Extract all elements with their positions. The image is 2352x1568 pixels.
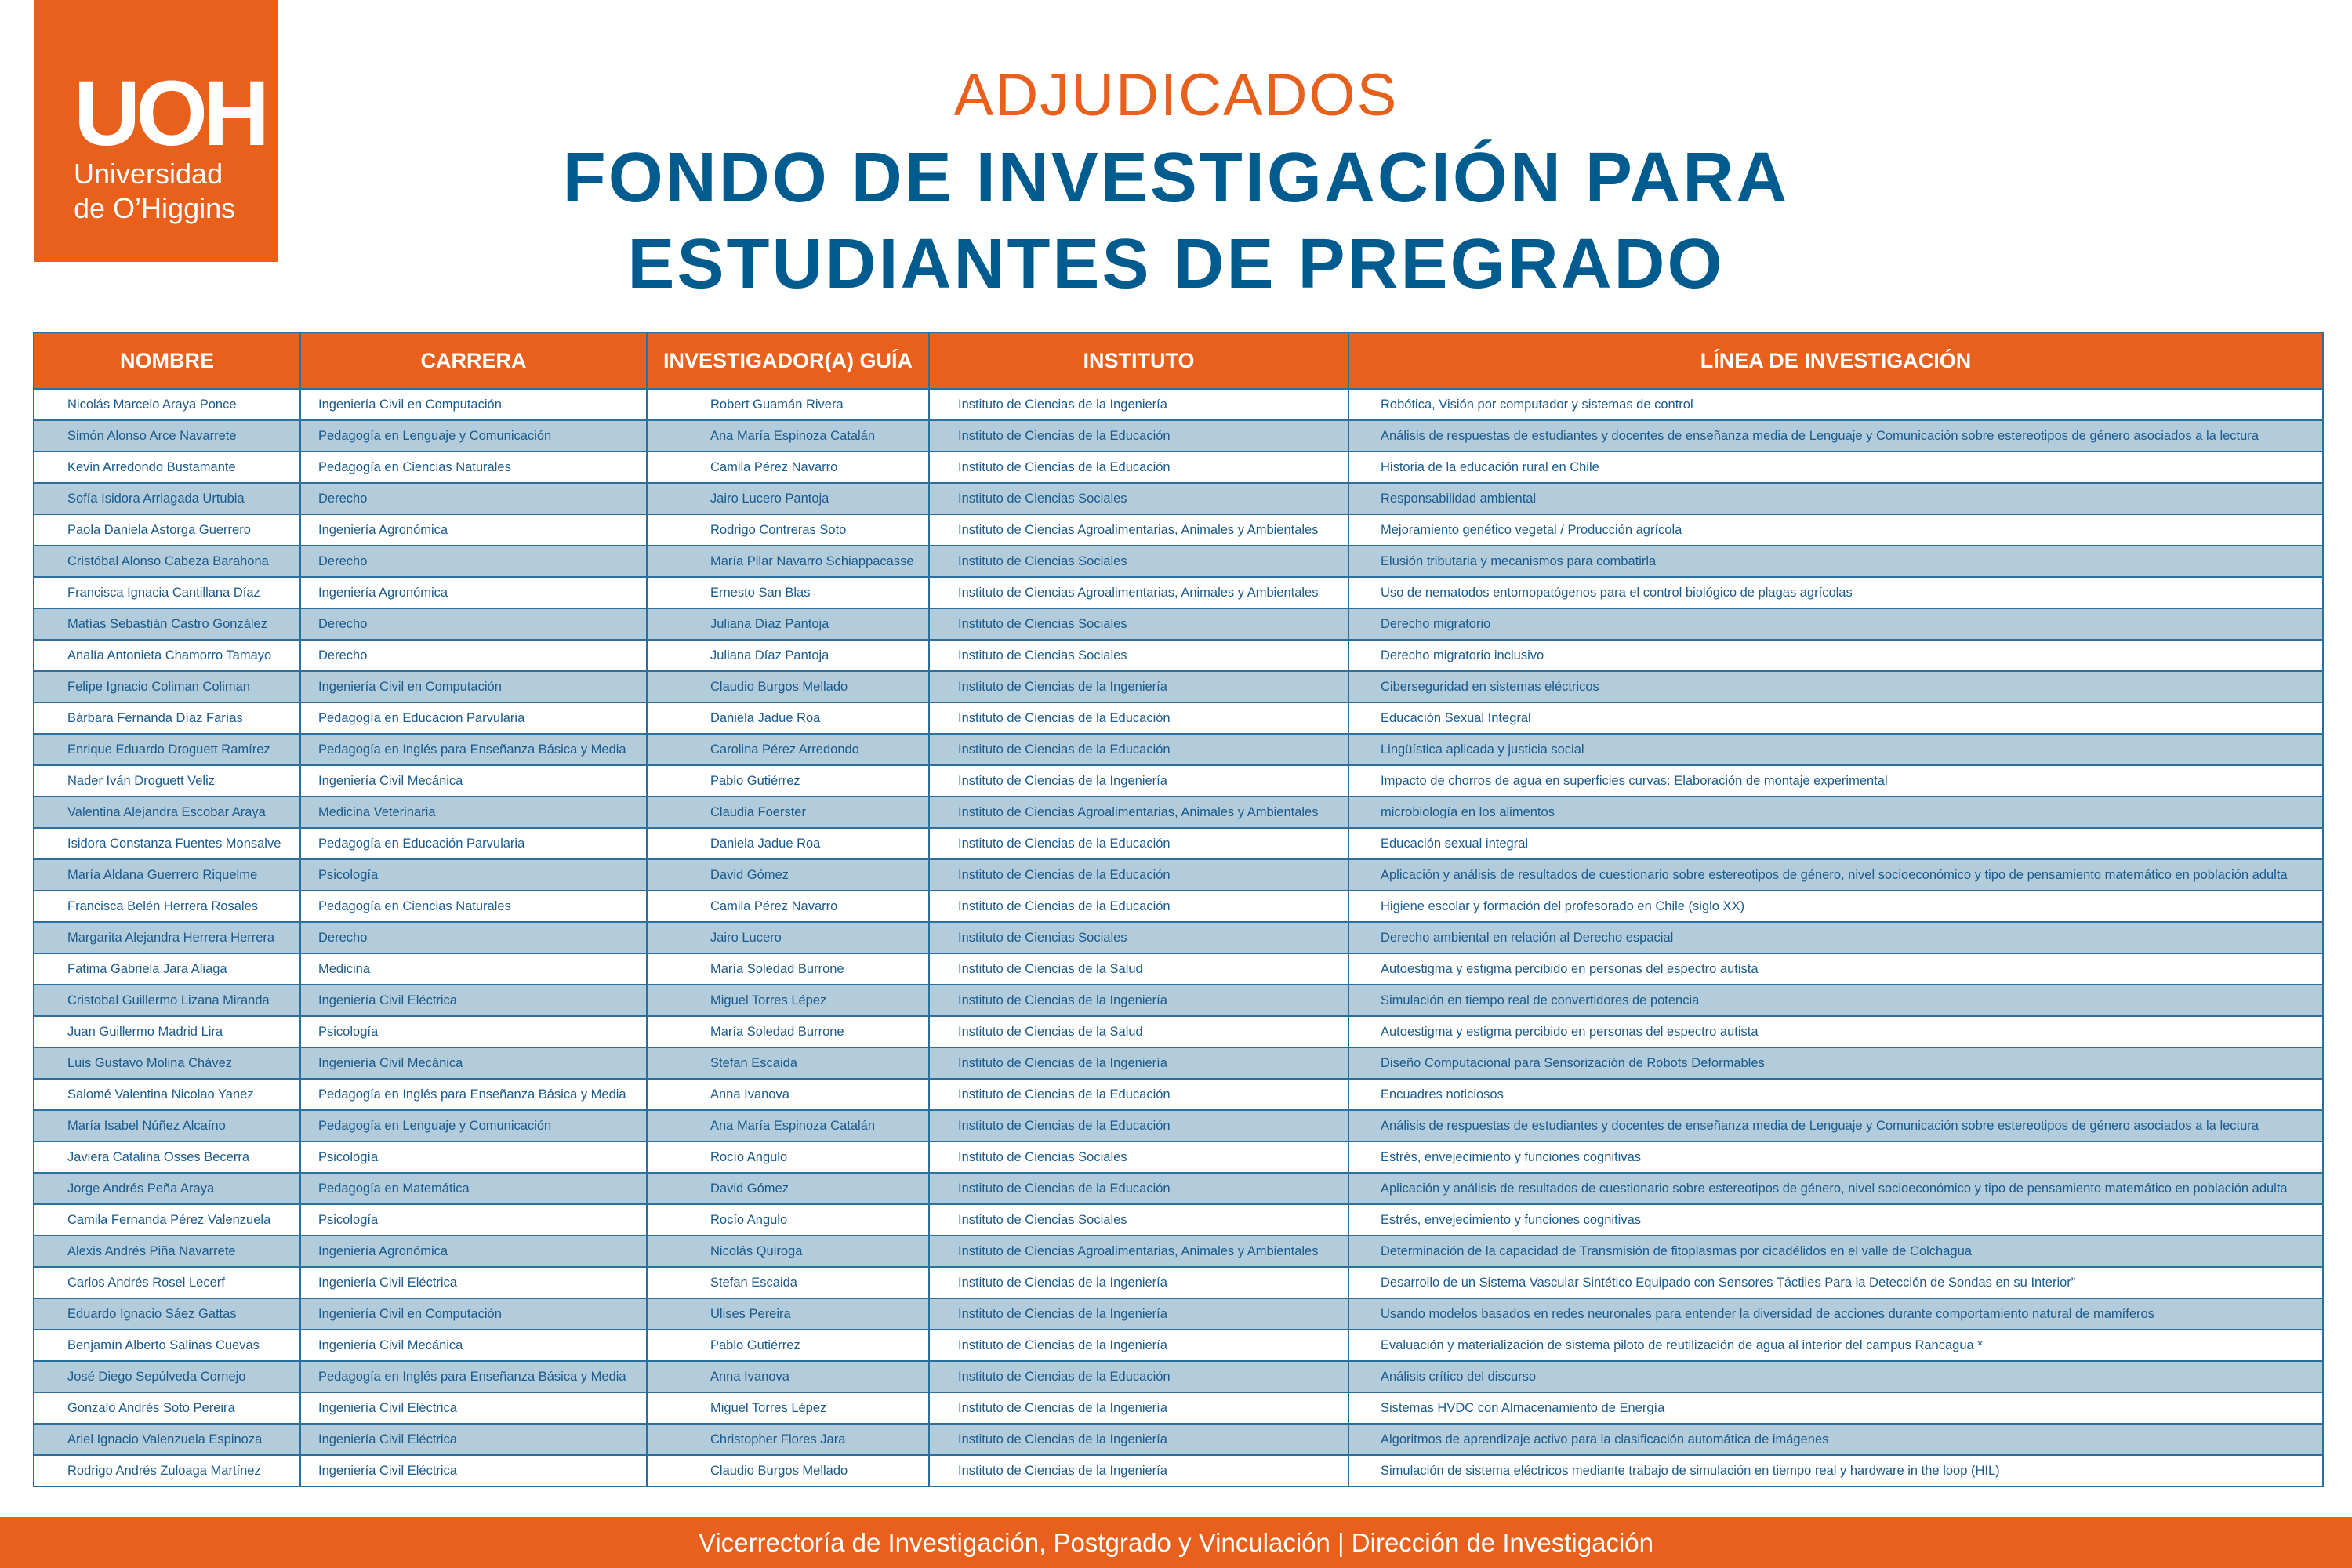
cell-investigador-guia: Camila Pérez Navarro	[647, 452, 929, 483]
table-row	[34, 922, 2323, 953]
cell-instituto: Instituto de Ciencias de la Ingeniería	[929, 985, 1348, 1016]
cell-instituto: Instituto de Ciencias de la Ingeniería	[929, 671, 1348, 702]
cell-instituto: Instituto de Ciencias de la Ingeniería	[929, 1424, 1348, 1455]
cell-linea-investigacion: Autoestigma y estigma percibido en personas del espectro autista	[1348, 1016, 2323, 1047]
table-row	[34, 797, 2323, 828]
table-row	[34, 1267, 2323, 1298]
cell-carrera: Ingeniería Civil en Computación	[300, 671, 647, 702]
table-row	[34, 985, 2323, 1016]
cell-carrera: Psicología	[300, 1142, 647, 1173]
cell-investigador-guia: Ernesto San Blas	[647, 577, 929, 608]
cell-nombre: Benjamín Alberto Salinas Cuevas	[34, 1330, 300, 1361]
cell-linea-investigacion: Algoritmos de aprendizaje activo para la clasificación automática de imágenes	[1348, 1424, 2323, 1455]
cell-instituto: Instituto de Ciencias de la Ingeniería	[929, 1455, 1348, 1486]
cell-carrera: Ingeniería Agronómica	[300, 514, 647, 546]
cell-carrera: Derecho	[300, 608, 647, 640]
cell-linea-investigacion: Elusión tributaria y mecanismos para combatirla	[1348, 546, 2323, 577]
cell-investigador-guia: Miguel Torres Lépez	[647, 985, 929, 1016]
cell-investigador-guia: Daniela Jadue Roa	[647, 702, 929, 734]
cell-linea-investigacion: Ciberseguridad en sistemas eléctricos	[1348, 671, 2323, 702]
cell-linea-investigacion: microbiología en los alimentos	[1348, 797, 2323, 828]
header-linea-investigacion: LÍNEA DE INVESTIGACIÓN	[1348, 332, 2323, 389]
awardees-table	[33, 332, 2324, 1487]
header-investigador-guia: INVESTIGADOR(A) GUÍA	[647, 332, 929, 389]
cell-linea-investigacion: Aplicación y análisis de resultados de cuestionario sobre estereotipos de género, nivel socioeconómico y tipo de pensamiento matemático en población adulta	[1348, 859, 2323, 891]
cell-instituto: Instituto de Ciencias de la Educación	[929, 828, 1348, 859]
cell-linea-investigacion: Educación Sexual Integral	[1348, 702, 2323, 734]
table-row	[34, 546, 2323, 577]
cell-carrera: Ingeniería Agronómica	[300, 1236, 647, 1267]
table-row	[34, 483, 2323, 514]
cell-nombre: Carlos Andrés Rosel Lecerf	[34, 1267, 300, 1298]
cell-carrera: Medicina Veterinaria	[300, 797, 647, 828]
header-carrera: CARRERA	[300, 332, 647, 389]
cell-linea-investigacion: Derecho migratorio inclusivo	[1348, 640, 2323, 671]
cell-carrera: Ingeniería Civil Mecánica	[300, 765, 647, 797]
cell-investigador-guia: Rocío Angulo	[647, 1204, 929, 1236]
cell-investigador-guia: Daniela Jadue Roa	[647, 828, 929, 859]
header-nombre: NOMBRE	[34, 332, 300, 389]
cell-investigador-guia: Ulises Pereira	[647, 1298, 929, 1330]
cell-linea-investigacion: Impacto de chorros de agua en superficies curvas: Elaboración de montaje experimental	[1348, 765, 2323, 797]
cell-nombre: Cristobal Guillermo Lizana Miranda	[34, 985, 300, 1016]
cell-investigador-guia: Pablo Gutiérrez	[647, 1330, 929, 1361]
cell-instituto: Instituto de Ciencias Agroalimentarias, Animales y Ambientales	[929, 514, 1348, 546]
cell-linea-investigacion: Desarrollo de un Sistema Vascular Sintético Equipado con Sensores Táctiles Para la Detección de Sondas en su Interior”	[1348, 1267, 2323, 1298]
cell-instituto: Instituto de Ciencias Agroalimentarias, Animales y Ambientales	[929, 797, 1348, 828]
cell-investigador-guia: Jairo Lucero	[647, 922, 929, 953]
cell-investigador-guia: María Soledad Burrone	[647, 953, 929, 985]
table-row	[34, 1236, 2323, 1267]
cell-instituto: Instituto de Ciencias de la Educación	[929, 891, 1348, 922]
cell-linea-investigacion: Aplicación y análisis de resultados de cuestionario sobre estereotipos de género, nivel socioeconómico y tipo de pensamiento matemático en población adulta	[1348, 1173, 2323, 1204]
cell-nombre: Felipe Ignacio Coliman Coliman	[34, 671, 300, 702]
table-row	[34, 389, 2323, 420]
cell-investigador-guia: Christopher Flores Jara	[647, 1424, 929, 1455]
cell-investigador-guia: Juliana Díaz Pantoja	[647, 640, 929, 671]
cell-instituto: Instituto de Ciencias de la Ingeniería	[929, 1267, 1348, 1298]
table-row	[34, 1047, 2323, 1079]
cell-investigador-guia: Claudio Burgos Mellado	[647, 1455, 929, 1486]
table-row	[34, 1142, 2323, 1173]
cell-instituto: Instituto de Ciencias de la Ingeniería	[929, 1298, 1348, 1330]
cell-investigador-guia: Rodrigo Contreras Soto	[647, 514, 929, 546]
table-row	[34, 671, 2323, 702]
cell-nombre: Salomé Valentina Nicolao Yanez	[34, 1079, 300, 1110]
table-row	[34, 859, 2323, 891]
logo-name-line1: Universidad	[74, 158, 223, 190]
cell-investigador-guia: Rocío Angulo	[647, 1142, 929, 1173]
page-title-line1: FONDO DE INVESTIGACIÓN PARA	[562, 139, 1790, 217]
table-row	[34, 420, 2323, 452]
cell-carrera: Ingeniería Civil Eléctrica	[300, 1455, 647, 1486]
cell-instituto: Instituto de Ciencias Sociales	[929, 546, 1348, 577]
cell-nombre: Camila Fernanda Pérez Valenzuela	[34, 1204, 300, 1236]
cell-carrera: Pedagogía en Ciencias Naturales	[300, 452, 647, 483]
cell-linea-investigacion: Sistemas HVDC con Almacenamiento de Energía	[1348, 1392, 2323, 1424]
cell-carrera: Ingeniería Civil Mecánica	[300, 1330, 647, 1361]
cell-nombre: Alexis Andrés Piña Navarrete	[34, 1236, 300, 1267]
cell-carrera: Derecho	[300, 546, 647, 577]
cell-linea-investigacion: Mejoramiento genético vegetal / Producción agrícola	[1348, 514, 2323, 546]
cell-carrera: Pedagogía en Inglés para Enseñanza Básica y Media	[300, 734, 647, 765]
cell-nombre: Margarita Alejandra Herrera Herrera	[34, 922, 300, 953]
table-row	[34, 640, 2323, 671]
page-title-line2: ESTUDIANTES DE PREGRADO	[627, 225, 1725, 303]
cell-linea-investigacion: Higiene escolar y formación del profesorado en Chile (siglo XX)	[1348, 891, 2323, 922]
cell-nombre: María Isabel Núñez Alcaíno	[34, 1110, 300, 1142]
cell-nombre: Fatima Gabriela Jara Aliaga	[34, 953, 300, 985]
cell-linea-investigacion: Lingüística aplicada y justicia social	[1348, 734, 2323, 765]
cell-nombre: Sofía Isidora Arriagada Urtubia	[34, 483, 300, 514]
cell-instituto: Instituto de Ciencias Agroalimentarias, Animales y Ambientales	[929, 577, 1348, 608]
cell-investigador-guia: Camila Pérez Navarro	[647, 891, 929, 922]
cell-linea-investigacion: Encuadres noticiosos	[1348, 1079, 2323, 1110]
cell-instituto: Instituto de Ciencias de la Ingeniería	[929, 1330, 1348, 1361]
table-row	[34, 1424, 2323, 1455]
cell-investigador-guia: María Pilar Navarro Schiappacasse	[647, 546, 929, 577]
cell-linea-investigacion: Uso de nematodos entomopatógenos para el control biológico de plagas agrícolas	[1348, 577, 2323, 608]
cell-instituto: Instituto de Ciencias de la Educación	[929, 420, 1348, 452]
cell-investigador-guia: Jairo Lucero Pantoja	[647, 483, 929, 514]
cell-carrera: Ingeniería Civil Eléctrica	[300, 985, 647, 1016]
cell-linea-investigacion: Robótica, Visión por computador y sistemas de control	[1348, 389, 2323, 420]
table-row	[34, 953, 2323, 985]
table-row	[34, 608, 2323, 640]
cell-instituto: Instituto de Ciencias de la Ingeniería	[929, 765, 1348, 797]
cell-nombre: Paola Daniela Astorga Guerrero	[34, 514, 300, 546]
cell-investigador-guia: Pablo Gutiérrez	[647, 765, 929, 797]
cell-carrera: Medicina	[300, 953, 647, 985]
cell-investigador-guia: David Gómez	[647, 859, 929, 891]
cell-linea-investigacion: Estrés, envejecimiento y funciones cognitivas	[1348, 1204, 2323, 1236]
cell-carrera: Pedagogía en Lenguaje y Comunicación	[300, 1110, 647, 1142]
cell-instituto: Instituto de Ciencias Sociales	[929, 483, 1348, 514]
cell-nombre: Enrique Eduardo Droguett Ramírez	[34, 734, 300, 765]
table-row	[34, 702, 2323, 734]
cell-linea-investigacion: Determinación de la capacidad de Transmisión de fitoplasmas por cicadélidos en el valle de Colchagua	[1348, 1236, 2323, 1267]
cell-instituto: Instituto de Ciencias de la Educación	[929, 1361, 1348, 1392]
cell-investigador-guia: Carolina Pérez Arredondo	[647, 734, 929, 765]
logo-mark: UOH	[74, 62, 266, 165]
table-header-row	[34, 332, 2323, 389]
cell-nombre: Jorge Andrés Peña Araya	[34, 1173, 300, 1204]
cell-carrera: Pedagogía en Matemática	[300, 1173, 647, 1204]
cell-nombre: Valentina Alejandra Escobar Araya	[34, 797, 300, 828]
cell-investigador-guia: Miguel Torres Lépez	[647, 1392, 929, 1424]
cell-carrera: Ingeniería Civil Eléctrica	[300, 1392, 647, 1424]
table-row	[34, 1330, 2323, 1361]
cell-linea-investigacion: Usando modelos basados en redes neuronales para entender la diversidad de acciones durante comportamiento natural de mamíferos	[1348, 1298, 2323, 1330]
table-row	[34, 452, 2323, 483]
footer-text: Vicerrectoría de Investigación, Postgrado y Vinculación | Dirección de Investigación	[698, 1528, 1654, 1557]
cell-investigador-guia: María Soledad Burrone	[647, 1016, 929, 1047]
cell-instituto: Instituto de Ciencias de la Educación	[929, 734, 1348, 765]
footer-bar	[0, 1517, 2352, 1568]
page-title	[0, 135, 2352, 307]
cell-carrera: Psicología	[300, 859, 647, 891]
cell-nombre: Rodrigo Andrés Zuloaga Martínez	[34, 1455, 300, 1486]
cell-nombre: Francisca Ignacia Cantillana Díaz	[34, 577, 300, 608]
cell-instituto: Instituto de Ciencias Sociales	[929, 608, 1348, 640]
table-row	[34, 765, 2323, 797]
cell-carrera: Ingeniería Civil en Computación	[300, 1298, 647, 1330]
table-row	[34, 1455, 2323, 1486]
cell-investigador-guia: Anna Ivanova	[647, 1361, 929, 1392]
cell-instituto: Instituto de Ciencias Sociales	[929, 1204, 1348, 1236]
cell-linea-investigacion: Estrés, envejecimiento y funciones cognitivas	[1348, 1142, 2323, 1173]
table-row	[34, 1361, 2323, 1392]
cell-carrera: Pedagogía en Inglés para Enseñanza Básica y Media	[300, 1079, 647, 1110]
cell-instituto: Instituto de Ciencias de la Educación	[929, 1173, 1348, 1204]
cell-nombre: Isidora Constanza Fuentes Monsalve	[34, 828, 300, 859]
cell-carrera: Pedagogía en Ciencias Naturales	[300, 891, 647, 922]
table-row	[34, 891, 2323, 922]
cell-nombre: Gonzalo Andrés Soto Pereira	[34, 1392, 300, 1424]
cell-carrera: Pedagogía en Lenguaje y Comunicación	[300, 420, 647, 452]
cell-carrera: Ingeniería Civil en Computación	[300, 389, 647, 420]
cell-instituto: Instituto de Ciencias de la Educación	[929, 859, 1348, 891]
cell-instituto: Instituto de Ciencias Sociales	[929, 640, 1348, 671]
table-row	[34, 1016, 2323, 1047]
cell-nombre: Francisca Belén Herrera Rosales	[34, 891, 300, 922]
cell-nombre: Bárbara Fernanda Díaz Farías	[34, 702, 300, 734]
cell-linea-investigacion: Análisis crítico del discurso	[1348, 1361, 2323, 1392]
cell-investigador-guia: Stefan Escaida	[647, 1047, 929, 1079]
table-row	[34, 1110, 2323, 1142]
cell-linea-investigacion: Derecho migratorio	[1348, 608, 2323, 640]
cell-carrera: Ingeniería Civil Eléctrica	[300, 1424, 647, 1455]
cell-linea-investigacion: Análisis de respuestas de estudiantes y docentes de enseñanza media de Lenguaje y Comunicación sobre estereotipos de género asociados a la lectura	[1348, 1110, 2323, 1142]
table-row	[34, 1298, 2323, 1330]
cell-nombre: Kevin Arredondo Bustamante	[34, 452, 300, 483]
cell-instituto: Instituto de Ciencias de la Salud	[929, 953, 1348, 985]
page-subtitle: ADJUDICADOS	[953, 62, 1399, 129]
cell-carrera: Derecho	[300, 483, 647, 514]
table-row	[34, 1079, 2323, 1110]
cell-linea-investigacion: Responsabilidad ambiental	[1348, 483, 2323, 514]
cell-instituto: Instituto de Ciencias Sociales	[929, 922, 1348, 953]
cell-investigador-guia: Stefan Escaida	[647, 1267, 929, 1298]
table-row	[34, 1204, 2323, 1236]
table-row	[34, 828, 2323, 859]
cell-nombre: Juan Guillermo Madrid Lira	[34, 1016, 300, 1047]
cell-linea-investigacion: Simulación de sistema eléctricos mediante trabajo de simulación en tiempo real y hardware in the loop (HIL)	[1348, 1455, 2323, 1486]
cell-investigador-guia: Nicolás Quiroga	[647, 1236, 929, 1267]
cell-carrera: Psicología	[300, 1204, 647, 1236]
cell-nombre: Luis Gustavo Molina Chávez	[34, 1047, 300, 1079]
cell-nombre: Ariel Ignacio Valenzuela Espinoza	[34, 1424, 300, 1455]
cell-investigador-guia: Ana María Espinoza Catalán	[647, 1110, 929, 1142]
cell-carrera: Pedagogía en Educación Parvularia	[300, 702, 647, 734]
cell-linea-investigacion: Análisis de respuestas de estudiantes y docentes de enseñanza media de Lenguaje y Comunicación sobre estereotipos de género asociados a la lectura	[1348, 420, 2323, 452]
header-instituto: INSTITUTO	[929, 332, 1348, 389]
table-row	[34, 1392, 2323, 1424]
table-body	[34, 389, 2323, 1486]
cell-nombre: Matías Sebastián Castro González	[34, 608, 300, 640]
cell-linea-investigacion: Educación sexual integral	[1348, 828, 2323, 859]
cell-investigador-guia: Anna Ivanova	[647, 1079, 929, 1110]
cell-instituto: Instituto de Ciencias Agroalimentarias, Animales y Ambientales	[929, 1236, 1348, 1267]
cell-carrera: Ingeniería Civil Eléctrica	[300, 1267, 647, 1298]
cell-linea-investigacion: Autoestigma y estigma percibido en personas del espectro autista	[1348, 953, 2323, 985]
cell-carrera: Pedagogía en Inglés para Enseñanza Básica y Media	[300, 1361, 647, 1392]
cell-linea-investigacion: Derecho ambiental en relación al Derecho espacial	[1348, 922, 2323, 953]
cell-nombre: Javiera Catalina Osses Becerra	[34, 1142, 300, 1173]
cell-investigador-guia: Claudio Burgos Mellado	[647, 671, 929, 702]
cell-carrera: Ingeniería Civil Mecánica	[300, 1047, 647, 1079]
table-row	[34, 514, 2323, 546]
cell-nombre: Eduardo Ignacio Sáez Gattas	[34, 1298, 300, 1330]
cell-nombre: Nicolás Marcelo Araya Ponce	[34, 389, 300, 420]
cell-instituto: Instituto de Ciencias de la Educación	[929, 1079, 1348, 1110]
cell-nombre: María Aldana Guerrero Riquelme	[34, 859, 300, 891]
table-row	[34, 577, 2323, 608]
cell-nombre: Cristóbal Alonso Cabeza Barahona	[34, 546, 300, 577]
cell-instituto: Instituto de Ciencias de la Ingeniería	[929, 389, 1348, 420]
cell-linea-investigacion: Simulación en tiempo real de convertidores de potencia	[1348, 985, 2323, 1016]
table-row	[34, 1173, 2323, 1204]
cell-carrera: Psicología	[300, 1016, 647, 1047]
cell-instituto: Instituto de Ciencias de la Ingeniería	[929, 1392, 1348, 1424]
cell-investigador-guia: Robert Guamán Rivera	[647, 389, 929, 420]
cell-instituto: Instituto de Ciencias de la Ingeniería	[929, 1047, 1348, 1079]
logo-name-line2: de O’Higgins	[74, 192, 236, 224]
cell-investigador-guia: Ana María Espinoza Catalán	[647, 420, 929, 452]
cell-carrera: Pedagogía en Educación Parvularia	[300, 828, 647, 859]
cell-carrera: Ingeniería Agronómica	[300, 577, 647, 608]
cell-instituto: Instituto de Ciencias Sociales	[929, 1142, 1348, 1173]
cell-investigador-guia: David Gómez	[647, 1173, 929, 1204]
cell-instituto: Instituto de Ciencias de la Educación	[929, 1110, 1348, 1142]
cell-instituto: Instituto de Ciencias de la Educación	[929, 702, 1348, 734]
cell-linea-investigacion: Evaluación y materialización de sistema piloto de reutilización de agua al interior del campus Rancagua *	[1348, 1330, 2323, 1361]
cell-instituto: Instituto de Ciencias de la Salud	[929, 1016, 1348, 1047]
cell-investigador-guia: Juliana Díaz Pantoja	[647, 608, 929, 640]
cell-investigador-guia: Claudia Foerster	[647, 797, 929, 828]
cell-nombre: Nader Iván Droguett Veliz	[34, 765, 300, 797]
cell-linea-investigacion: Diseño Computacional para Sensorización de Robots Deformables	[1348, 1047, 2323, 1079]
cell-nombre: José Diego Sepúlveda Cornejo	[34, 1361, 300, 1392]
cell-linea-investigacion: Historia de la educación rural en Chile	[1348, 452, 2323, 483]
cell-instituto: Instituto de Ciencias de la Educación	[929, 452, 1348, 483]
cell-carrera: Derecho	[300, 640, 647, 671]
table-row	[34, 734, 2323, 765]
cell-nombre: Analía Antonieta Chamorro Tamayo	[34, 640, 300, 671]
cell-carrera: Derecho	[300, 922, 647, 953]
cell-nombre: Simón Alonso Arce Navarrete	[34, 420, 300, 452]
